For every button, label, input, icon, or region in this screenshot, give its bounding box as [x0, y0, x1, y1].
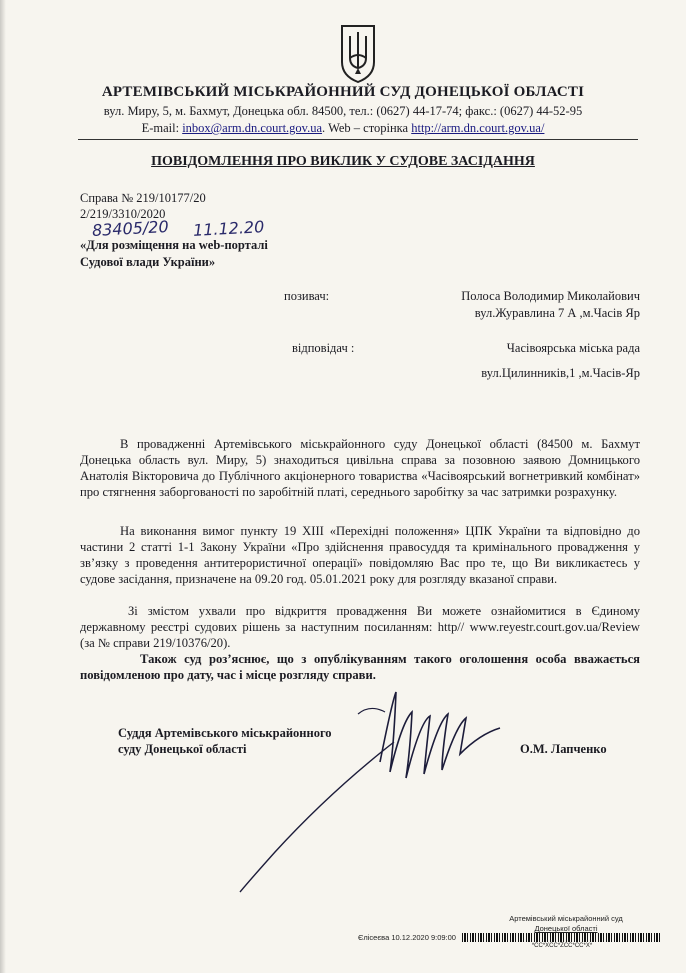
court-contacts: E-mail: inbox@arm.dn.court.gov.ua. Web – сторінка http://arm.dn.court.gov.ua/: [141, 121, 545, 135]
defendant-address: вул.Цилинників,1 ,м.Часів-Яр: [481, 366, 640, 380]
court-stamp-line1: Артемівський міськрайонний суд: [509, 914, 623, 923]
email-label: E-mail:: [141, 121, 180, 135]
web-label: Web – сторінка: [328, 121, 409, 135]
placement-note-line2: Судової влади України»: [80, 255, 216, 269]
case-number: Справа № 219/10177/20: [80, 191, 206, 205]
body-paragraph-2: [80, 523, 640, 587]
body-paragraph-4-text: Також суд роз’яснює, що з опублікуванням такого оголошення особа вважається повідомленою про дату, час і місце розгляду справи.: [80, 652, 640, 682]
court-name: АРТЕМІВСЬКИЙ МІСЬКРАЙОННИЙ СУД ДОНЕЦЬКОЇ ОБЛАСТІ: [101, 84, 585, 100]
plaintiff-label: позивач:: [284, 289, 330, 303]
coat-of-arms-icon: [338, 22, 378, 84]
body-paragraph-2-text: На виконання вимог пункту 19 XIII «Перехідні положення» ЦПК України та відповідно до частини 2 статті 1-1 Закону України «Про здійснення правосуддя та кримінального провадження у зв’язку з проведення антитерористичної операції» повідомляю Вас про те, що Ви викликаєтесь у судове засідання, призначене на 09.20 год. 05.01.2021 року для розгляду вказаної справи.: [80, 524, 640, 586]
body-paragraph-3-text: Зі змістом ухвали про відкриття провадження Ви можете ознайомитися в Єдиному державному реєстрі судових рішень за наступним посиланням: http// www.reyestr.court.gov.ua/Review (за № справи 219/10376/20).: [80, 604, 640, 650]
body-paragraph-1-text: В провадженні Артемівського міськрайонного суду Донецької області (84500 м. Бахмут Донецька область вул. Миру, 5) знаходиться цивільна справа за позовною заявою Домницького Анатолія Вікторовича до Публічного акціонерного товариства «Часівоярський вогнетривкий комбінат» про стягнення заборгованості по заробітній платі, середнього заробітку за час затримки розрахунку.: [80, 437, 640, 499]
placement-note-line1: «Для розміщення на web-порталі: [80, 238, 268, 252]
page-title: ПОВІДОМЛЕННЯ ПРО ВИКЛИК У СУДОВЕ ЗАСІДАННЯ: [151, 154, 535, 169]
header-divider: [78, 139, 638, 140]
handwritten-reference: 83405/20: [91, 217, 170, 240]
body-paragraph-1: [80, 436, 640, 500]
court-address: вул. Миру, 5, м. Бахмут, Донецька обл. 84500, тел.: (0627) 44-17-74; факс.: (0627) 44-52-95: [103, 104, 583, 118]
defendant-name: Часівоярська міська рада: [506, 341, 640, 355]
handwritten-date: 11.12.20: [192, 217, 265, 240]
barcode-text: *CC*XCC*ZCC*CC*X*: [531, 943, 593, 949]
signature-role-line1: Суддя Артемівського міськрайонного: [118, 726, 332, 740]
plaintiff-address: вул.Журавлина 7 А ,м.Часів Яр: [474, 306, 640, 320]
body-paragraph-3: [80, 603, 640, 651]
judge-name: О.М. Лапченко: [520, 742, 607, 756]
page-edge: [0, 0, 6, 973]
barcode-icon: [462, 933, 662, 942]
email-link[interactable]: inbox@arm.dn.court.gov.ua: [182, 121, 323, 135]
web-link[interactable]: http://arm.dn.court.gov.ua/: [411, 121, 545, 135]
clerk-timestamp: Єлісеєва 10.12.2020 9:09:00: [358, 933, 456, 942]
defendant-label: відповідач :: [292, 341, 355, 355]
court-stamp-line2: Донецької області: [534, 924, 598, 933]
proceeding-number: 2/219/3310/2020: [80, 207, 166, 221]
signature-role-line2: суду Донецької області: [118, 742, 247, 756]
signature-scribble-icon: [180, 682, 540, 902]
body-paragraph-4: [80, 651, 640, 683]
plaintiff-name: Полоса Володимир Миколайович: [461, 289, 640, 303]
